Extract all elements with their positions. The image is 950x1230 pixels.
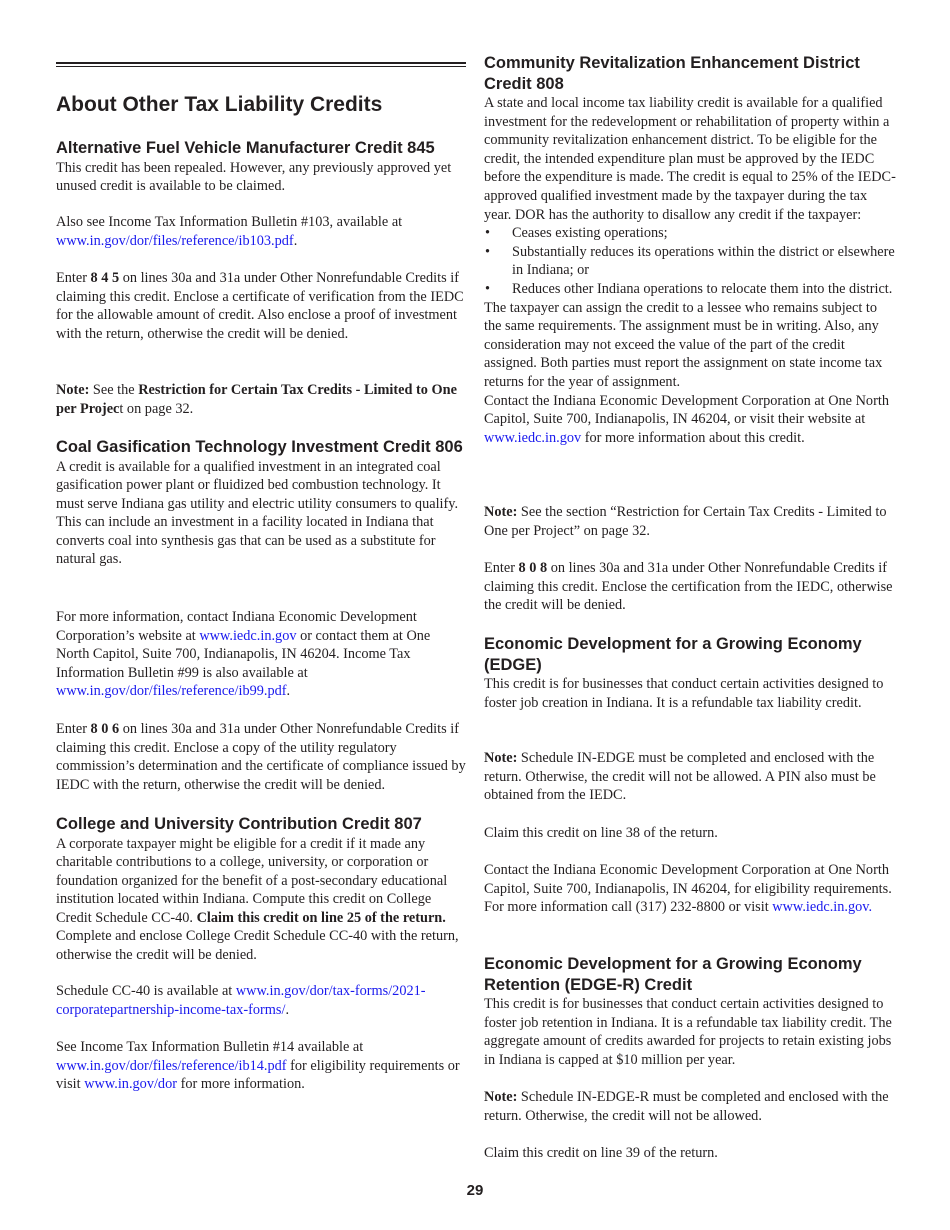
- section-heading: Alternative Fuel Vehicle Manufacturer Credit 845: [56, 139, 435, 157]
- credit-code: 8 0 8: [518, 560, 548, 576]
- ib14-link[interactable]: www.in.gov/dor/files/reference/ib14.pdf: [56, 1057, 287, 1074]
- coal-enter-paragraph: Enter 8 0 6 on lines 30a and 31a under Other Nonrefundable Credits if claiming this credit. Enclose a copy of the utility regulatory commission’s determination and the certificate of compliance issued by IEDC with the return, otherwise the credit will be denied.: [56, 721, 466, 793]
- section-community-revitalization: Community Revitalization Enhancement District Credit 808 A state and local income tax liability credit is available for a qualified investment for the redevelopment or rehabilitation of property within a community revitalization enhancement district. To be eligible for the credit, the intended expenditure plan must be approved by the IEDC before the expenditure is made. The credit is equal to 25% of the IEDC-approved qualified investment made by the taxpayer during the tax year. DOR has the authority to disallow any credit if the taxpayer: • Ceases existing operations; • Substantially reduces its operations within the district or elsewhere in Indiana; or • Reduces other Indiana operations to relocate them into the district. The taxpayer can assign the credit to a lessee who remains subject to the same requirements. The assignment must be in writing. Also, any consideration may not exceed the value of the part of the credit assigned. Both parties must report the assignment on state income tax returns for the year of assignment. Contact the Indiana Economic Development Corporation at One North Capitol, Suite 700, Indianapolis, IN 46204, or visit their website at www.iedc.in.gov for more information about this credit.: [484, 53, 896, 447]
- cc40-link[interactable]: www.in.gov/dor/tax-forms/2021-corporatepartnership-income-tax-forms/: [56, 983, 426, 1018]
- page-number: 29: [466, 1182, 484, 1199]
- section-heading: Economic Development for a Growing Economy Retention (EDGE-R) Credit: [484, 955, 862, 994]
- edger-claim-paragraph: Claim this credit on line 39 of the return.: [484, 1145, 718, 1161]
- section-heading: Coal Gasification Technology Investment Credit 806: [56, 438, 463, 456]
- section-college-contribution: College and University Contribution Credit 807 A corporate taxpayer might be eligible for a credit if it made any charitable contributions to a college, university, or corporation or foundation organized for the benefit of a post-secondary educational institution located within Indiana. Compute this credit on College Credit Schedule CC-40. Claim this credit on line 25 of the return. Complete and enclose College Credit Schedule CC-40 with the return, otherwise the credit will be denied.: [56, 814, 466, 965]
- page-title: About Other Tax Liability Credits: [56, 93, 383, 116]
- paragraph: The taxpayer can assign the credit to a lessee who remains subject to the same requirements. The assignment must be in writing. Also, any consideration may not exceed the value of the part of the credit assigned. Both parties must report the assignment on state income tax returns for the year of assignment.: [484, 299, 883, 390]
- afv-enter-paragraph: Enter 8 4 5 on lines 30a and 31a under Other Nonrefundable Credits if claiming this credit. Enclose a certificate of verification from the IEDC for the allowable amount of credit. Also enclose a proof of investment with the return, otherwise the credit will be denied.: [56, 270, 464, 342]
- section-edge-r: [484, 954, 896, 1069]
- paragraph: A state and local income tax liability credit is available for a qualified investment for the redevelopment or rehabilitation of property within a community revitalization enhancement district. To be eligible for the credit, the intended expenditure plan must be approved by the IEDC before the expenditure is made. The credit is equal to 25% of the IEDC-approved qualified investment made by the taxpayer during the tax year. DOR has the authority to disallow any credit if the taxpayer:: [484, 95, 896, 223]
- edge-note: Note: Schedule IN-EDGE must be completed and enclosed with the return. Otherwise, the credit will not be allowed. A PIN also must be obtained from the IEDC.: [484, 750, 876, 804]
- afv-bulletin-paragraph: Also see Income Tax Information Bulletin #103, available at www.in.gov/dor/files/reference/ib103.pdf.: [56, 214, 403, 249]
- iedc-link[interactable]: www.iedc.in.gov: [199, 627, 297, 644]
- edge-claim-paragraph: Claim this credit on line 38 of the return.: [484, 825, 718, 841]
- cred-note: Note: See the section “Restriction for Certain Tax Credits - Limited to One per Project” on page 32.: [484, 504, 887, 539]
- section-coal-gasification: [56, 437, 466, 569]
- paragraph: This credit is for businesses that conduct certain activities designed to foster job creation in Indiana. It is a refundable tax liability credit.: [484, 676, 884, 711]
- iedc-link[interactable]: www.iedc.in.gov.: [772, 899, 873, 916]
- college-bulletin-paragraph: See Income Tax Information Bulletin #14 available at www.in.gov/dor/files/reference/ib14.pdf for eligibility requirements or visit www.in.gov/dor for more information.: [56, 1039, 460, 1093]
- list-item: • Substantially reduces its operations within the district or elsewhere in Indiana; or: [484, 243, 896, 280]
- section-heading: Economic Development for a Growing Economy (EDGE): [484, 635, 862, 674]
- coal-info-paragraph: For more information, contact Indiana Economic Development Corporation’s website at www.iedc.in.gov or contact them at One North Capitol, Suite 700, Indianapolis, IN 46204. Income Tax Information Bulletin #99 is also available at www.in.gov/dor/files/reference/ib99.pdf.: [56, 609, 431, 700]
- paragraph: A credit is available for a qualified investment in an integrated coal gasification power plant or fluidized bed combustion technology. It must serve Indiana gas utility and electric utility consumers to qualify. This can include an investment in a facility located in Indiana that converts coal into synthesis gas that can be used as a substitute for natural gas.: [56, 458, 459, 568]
- credit-code: 8 0 6: [90, 721, 120, 737]
- bullet-list: [484, 224, 896, 298]
- iedc-link[interactable]: www.iedc.in.gov: [484, 429, 582, 446]
- section-alternative-fuel: [56, 138, 466, 196]
- ib99-link[interactable]: www.in.gov/dor/files/reference/ib99.pdf: [56, 683, 287, 700]
- college-schedule-paragraph: Schedule CC-40 is available at www.in.gov/dor/tax-forms/2021-corporatepartnership-income-tax-forms/.: [56, 983, 426, 1018]
- afv-note: Note: See the Restriction for Certain Tax Credits - Limited to One per Project on page 32.: [56, 382, 457, 417]
- top-rule: [56, 62, 466, 67]
- section-edge: [484, 634, 896, 712]
- list-item: • Reduces other Indiana operations to relocate them into the district.: [484, 280, 896, 299]
- paragraph: This credit is for businesses that conduct certain activities designed to foster job retention in Indiana. It is a refundable tax liability credit. The aggregate amount of credits awarded for projects to retain existing jobs in Indiana is capped at $10 million per year.: [484, 996, 892, 1068]
- section-heading: Community Revitalization Enhancement District Credit 808: [484, 54, 860, 93]
- ib103-link[interactable]: www.in.gov/dor/files/reference/ib103.pdf: [56, 232, 294, 249]
- list-item: • Ceases existing operations;: [484, 224, 896, 243]
- credit-code: 8 4 5: [90, 270, 120, 286]
- edge-contact-paragraph: Contact the Indiana Economic Development Corporation at One North Capitol, Suite 700, Indianapolis, IN 46204, for eligibility requirements. For more information call (317) 232-8800 or visit www.iedc.in.gov.: [484, 862, 892, 916]
- section-heading: College and University Contribution Credit 807: [56, 815, 422, 833]
- cred-enter-paragraph: Enter 8 0 8 on lines 30a and 31a under Other Nonrefundable Credits if claiming this credit. Enclose the certification from the IEDC, otherwise the credit will be denied.: [484, 560, 893, 614]
- dor-link[interactable]: www.in.gov/dor: [84, 1076, 177, 1093]
- paragraph: This credit has been repealed. However, any previously approved yet unused credit is available to be claimed.: [56, 159, 452, 195]
- edger-note: Note: Schedule IN-EDGE-R must be completed and enclosed with the return. Otherwise, the credit will not be allowed.: [484, 1089, 889, 1124]
